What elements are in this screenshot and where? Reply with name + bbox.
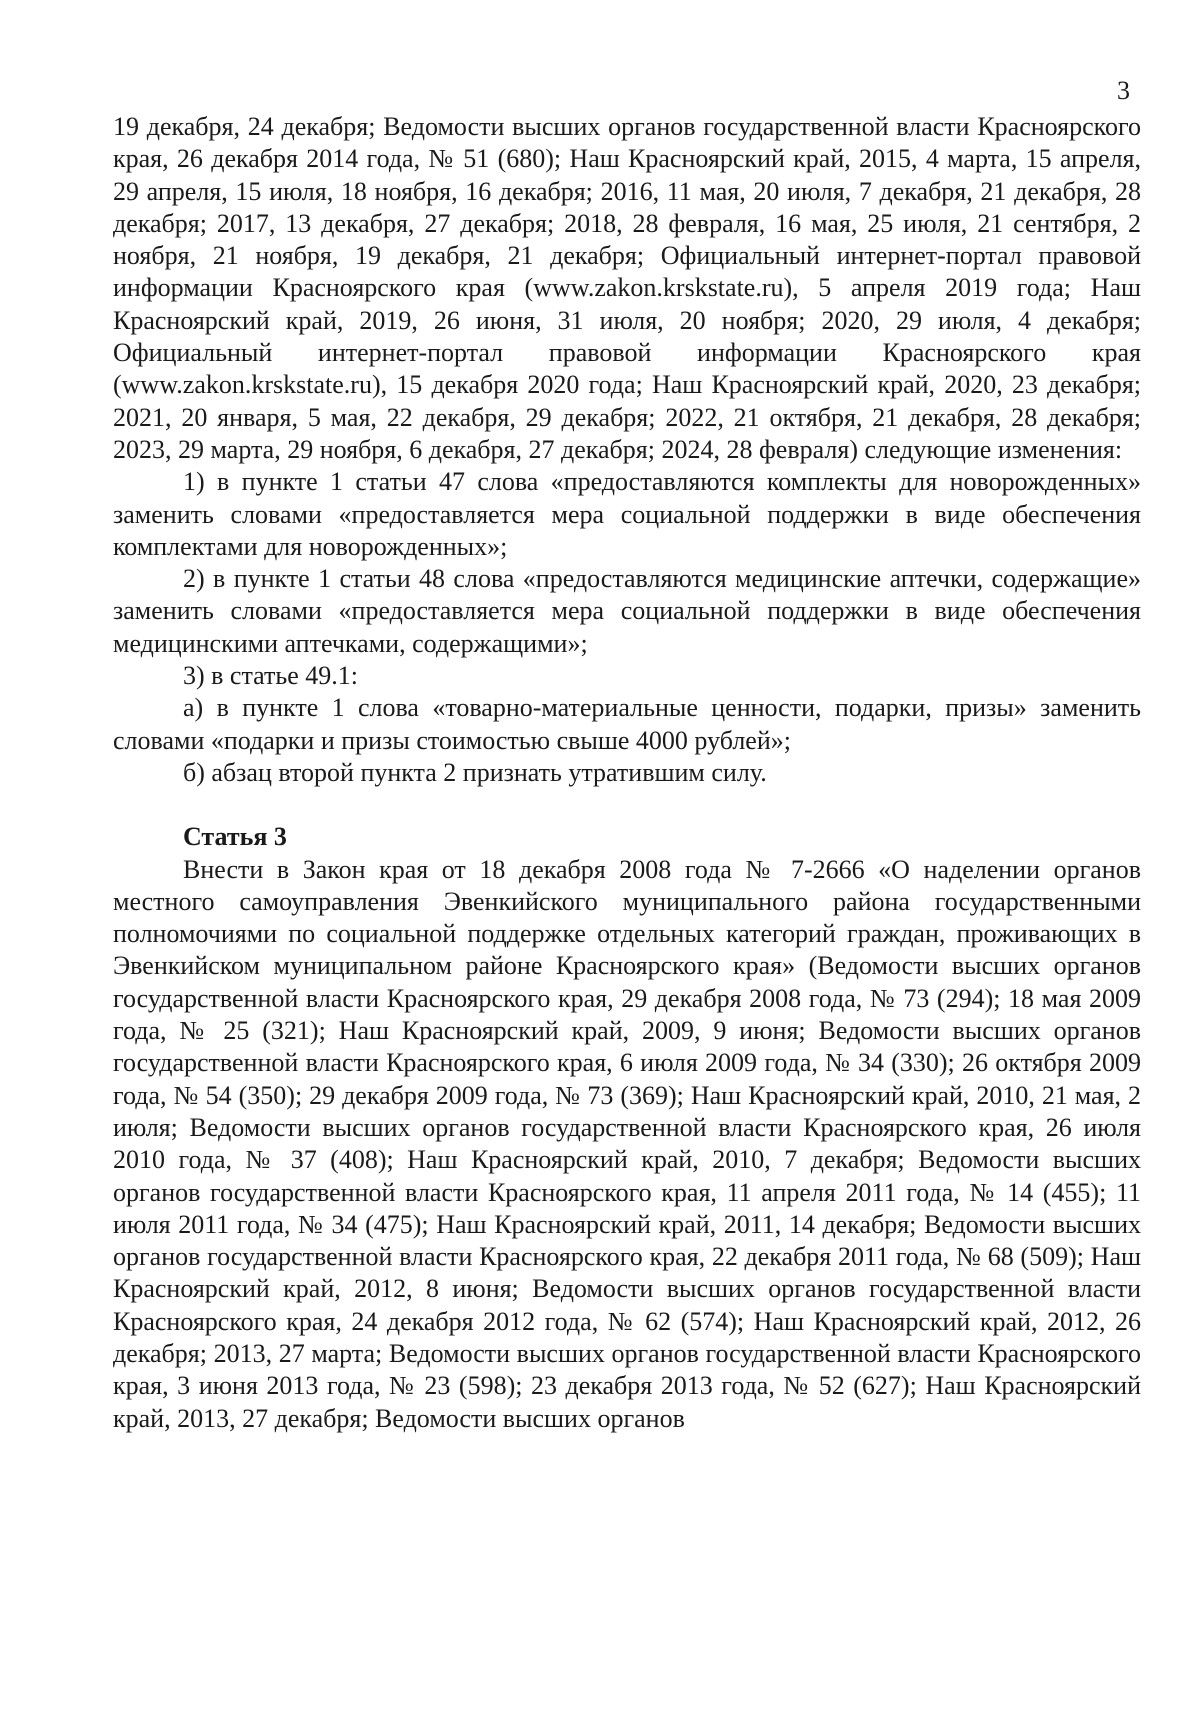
paragraph-item-2: 2) в пункте 1 статьи 48 слова «предоставляются медицинские аптечки, содержащие» заменить словами «предоставляется мера социальной поддержки в виде обеспечения медицинскими аптечками, содержащими»;	[113, 564, 1141, 658]
paragraph-subitem-b: б) абзац второй пункта 2 признать утратившим силу.	[183, 757, 767, 787]
paragraph-article-3-body: Внести в Закон края от 18 декабря 2008 года № 7-2666 «О наделении органов местного самоуправления Эвенкийского муниципального района государственными полномочиями по социальной поддержке отдельных категорий граждан, проживающих в Эвенкийском муниципальном районе Красноярского края» (Ведомости высших органов государственной власти Красноярского края, 29 декабря 2008 года, № 73 (294); 18 мая 2009 года, № 25 (321); Наш Красноярский край, 2009, 9 июня; Ведомости высших органов государственной власти Красноярского края, 6 июля 2009 года, № 34 (330); 26 октября 2009 года, № 54 (350); 29 декабря 2009 года, № 73 (369); Наш Красноярский край, 2010, 21 мая, 2 июля; Ведомости высших органов государственной власти Красноярского края, 26 июля 2010 года, № 37 (408); Наш Красноярский край, 2010, 7 декабря; Ведомости высших органов государственной власти Красноярского края, 11 апреля 2011 года, № 14 (455); 11 июля 2011 года, № 34 (475); Наш Красноярский край, 2011, 14 декабря; Ведомости высших органов государственной власти Красноярского края, 22 декабря 2011 года, № 68 (509); Наш Красноярский край, 2012, 8 июня; Ведомости высших органов государственной власти Красноярского края, 24 декабря 2012 года, № 62 (574); Наш Красноярский край, 2012, 26 декабря; 2013, 27 марта; Ведомости высших органов государственной власти Красноярского края, 3 июня 2013 года, № 23 (598); 23 декабря 2013 года, № 52 (627); Наш Красноярский край, 2013, 27 декабря; Ведомости высших органов	[113, 854, 1141, 1433]
paragraph-amendments-sources: 19 декабря, 24 декабря; Ведомости высших органов государственной власти Красноярского края, 26 декабря 2014 года, № 51 (680); Наш Красноярский край, 2015, 4 марта, 15 апреля, 29 апреля, 15 июля, 18 ноября, 16 декабря; 2016, 11 мая, 20 июля, 7 декабря, 21 декабря, 28 декабря; 2017, 13 декабря, 27 декабря; 2018, 28 февраля, 16 мая, 25 июля, 21 сентября, 2 ноября, 21 ноября, 19 декабря, 21 декабря; Официальный интернет-портал правовой информации Красноярского края (www.zakon.krskstate.ru), 5 апреля 2019 года; Наш Красноярский край, 2019, 26 июня, 31 июля, 20 ноября; 2020, 29 июля, 4 декабря; Официальный интернет-портал правовой информации Красноярского края (www.zakon.krskstate.ru), 15 декабря 2020 года; Наш Красноярский край, 2020, 23 декабря; 2021, 20 января, 5 мая, 22 декабря, 29 декабря; 2022, 21 октября, 21 декабря, 28 декабря; 2023, 29 марта, 29 ноября, 6 декабря, 27 декабря; 2024, 28 февраля) следующие изменения:	[113, 112, 1141, 464]
paragraph-item-1: 1) в пункте 1 статьи 47 слова «предоставляются комплекты для новорожденных» заменить словами «предоставляется мера социальной поддержки в виде обеспечения комплектами для новорожденных»;	[113, 467, 1141, 561]
paragraph-subitem-a: а) в пункте 1 слова «товарно-материальные ценности, подарки, призы» заменить словами «подарки и призы стоимостью свыше 4000 рублей»;	[113, 693, 1141, 755]
document-body	[113, 111, 1141, 1435]
article-heading: Статья 3	[183, 822, 287, 852]
page-number: 3	[1117, 76, 1130, 105]
paragraph-item-3: 3) в статье 49.1:	[183, 661, 359, 691]
